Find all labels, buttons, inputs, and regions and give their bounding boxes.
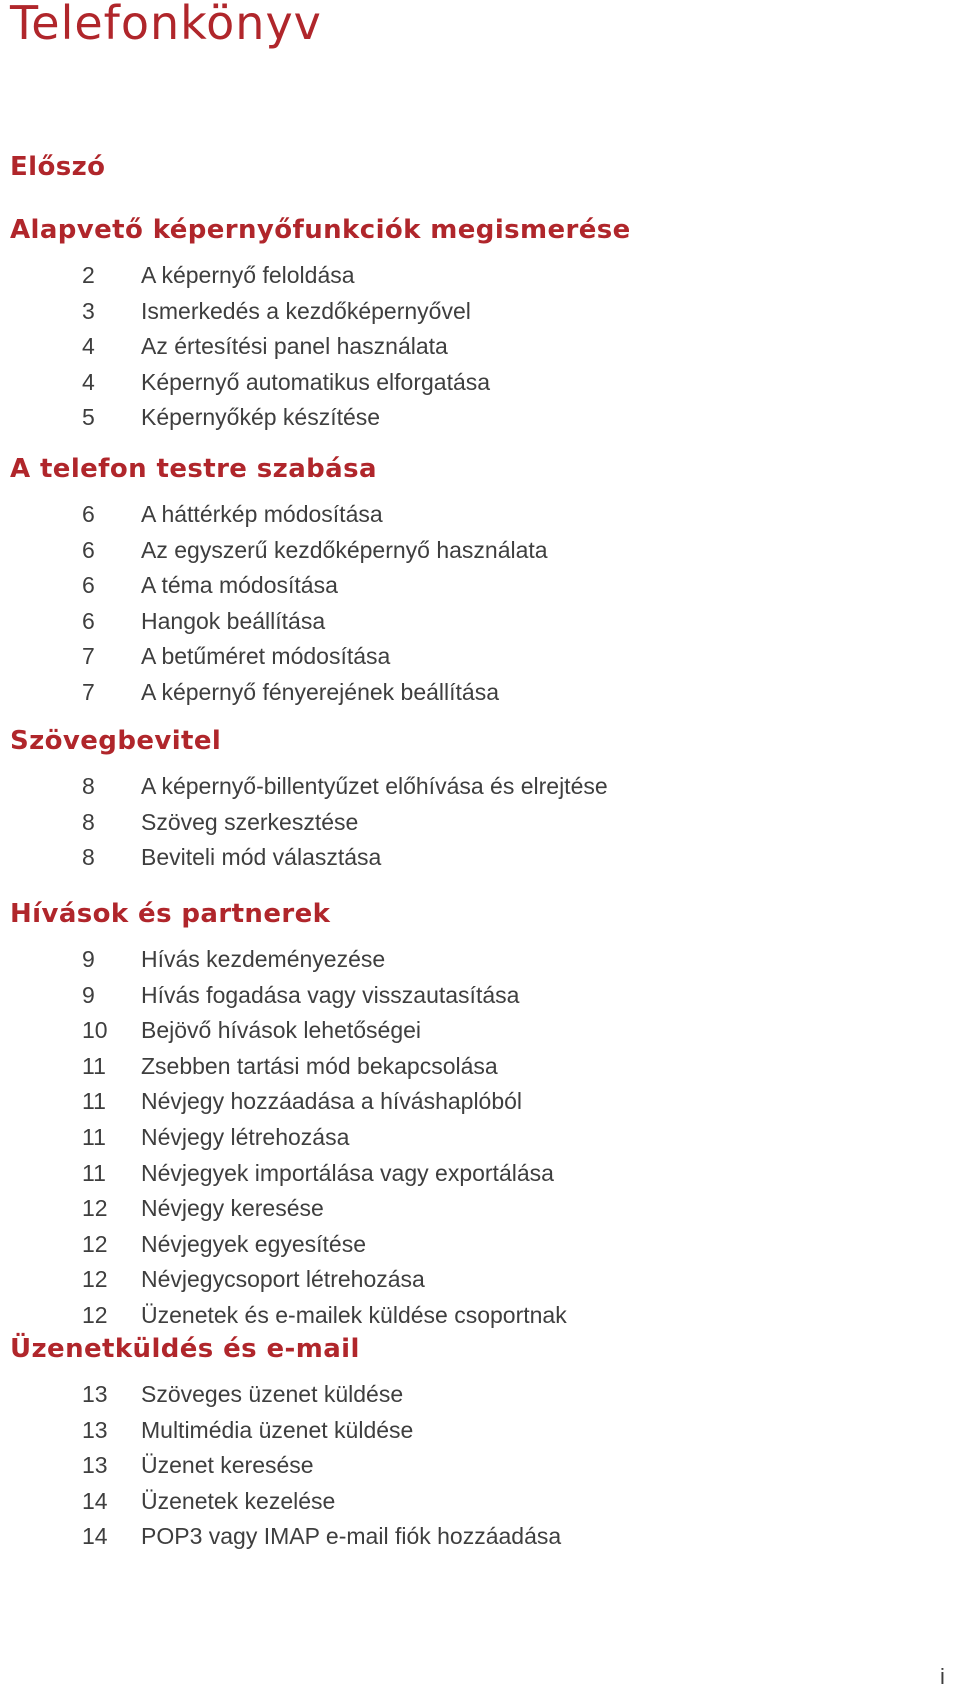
- toc-entry-page: 7: [82, 643, 95, 669]
- toc-entry-title: Képernyőkép készítése: [141, 404, 381, 430]
- toc-entry-title: Hívás kezdeményezése: [141, 946, 386, 972]
- toc-entry-page: 8: [82, 809, 95, 835]
- toc-entry-page: 12: [82, 1195, 108, 1221]
- toc-entry-page: 3: [82, 298, 95, 324]
- toc-entry-title: A képernyő-billentyűzet előhívása és elrejtése: [141, 773, 608, 799]
- toc-entry-title: Bejövő hívások lehetőségei: [141, 1017, 422, 1043]
- toc-entry-title: Zsebben tartási mód bekapcsolása: [141, 1053, 498, 1079]
- toc-entry[interactable]: [0, 840, 940, 874]
- toc-entry[interactable]: [0, 769, 940, 803]
- toc-entry-page: 8: [82, 844, 95, 870]
- section-heading: Üzenetküldés és e-mail: [10, 1334, 360, 1364]
- toc-entry[interactable]: [0, 942, 940, 976]
- toc-entry-title: A háttérkép módosítása: [141, 501, 383, 527]
- toc-entry-page: 14: [82, 1488, 108, 1514]
- toc-entry-page: 6: [82, 608, 95, 634]
- toc-entry[interactable]: [0, 805, 940, 839]
- toc-entry-title: Az értesítési panel használata: [141, 333, 448, 359]
- toc-entry-title: Beviteli mód választása: [141, 844, 382, 870]
- toc-entry-page: 14: [82, 1523, 108, 1549]
- toc-entry[interactable]: [0, 1084, 940, 1118]
- toc-entry-page: 2: [82, 262, 95, 288]
- toc-entry-page: 9: [82, 982, 95, 1008]
- toc-entry-title: A betűméret módosítása: [141, 643, 391, 669]
- toc-entry-page: 11: [82, 1124, 106, 1150]
- toc-entry[interactable]: [0, 329, 940, 363]
- toc-entry[interactable]: [0, 639, 940, 673]
- toc-entry-page: 12: [82, 1302, 108, 1328]
- toc-entry[interactable]: [0, 1262, 940, 1296]
- section-heading: Előszó: [10, 152, 106, 182]
- toc-entry-title: Szöveges üzenet küldése: [141, 1381, 404, 1407]
- toc-entry-title: Multimédia üzenet küldése: [141, 1417, 414, 1443]
- toc-entry-title: Ismerkedés a kezdőképernyővel: [141, 298, 471, 324]
- toc-entry-page: 6: [82, 501, 95, 527]
- section-heading: A telefon testre szabása: [10, 454, 377, 484]
- toc-entry[interactable]: [0, 1227, 940, 1261]
- page-number: i: [940, 1664, 945, 1689]
- toc-entry-title: Névjegycsoport létrehozása: [141, 1266, 425, 1292]
- section-heading: Szövegbevitel: [10, 726, 222, 756]
- toc-entry-page: 11: [82, 1088, 106, 1114]
- toc-entry-title: Képernyő automatikus elforgatása: [141, 369, 491, 395]
- toc-entry[interactable]: [0, 1191, 940, 1225]
- toc-entry[interactable]: [0, 1049, 940, 1083]
- toc-entry-page: 6: [82, 572, 95, 598]
- toc-entry[interactable]: [0, 1377, 940, 1411]
- toc-entry[interactable]: [0, 365, 940, 399]
- toc-entry-title: Névjegy keresése: [141, 1195, 324, 1221]
- toc-entry[interactable]: [0, 533, 940, 567]
- toc-entry[interactable]: [0, 497, 940, 531]
- section-heading: Hívások és partnerek: [10, 899, 331, 929]
- toc-entry-title: Üzenet keresése: [141, 1452, 314, 1478]
- toc-entry-title: Névjegy hozzáadása a híváshaplóból: [141, 1088, 523, 1114]
- toc-entry-page: 11: [82, 1053, 106, 1079]
- toc-entry[interactable]: [0, 400, 940, 434]
- toc-entry-title: Névjegyek importálása vagy exportálása: [141, 1160, 554, 1186]
- toc-entry-title: Hívás fogadása vagy visszautasítása: [141, 982, 520, 1008]
- toc-entry[interactable]: [0, 258, 940, 292]
- toc-entry[interactable]: [0, 294, 940, 328]
- toc-entry-page: 4: [82, 333, 95, 359]
- toc-entry-title: Szöveg szerkesztése: [141, 809, 359, 835]
- toc-entry-page: 13: [82, 1417, 108, 1443]
- toc-entry-title: Üzenetek kezelése: [141, 1488, 336, 1514]
- toc-entry[interactable]: [0, 1298, 940, 1332]
- toc-entry-title: POP3 vagy IMAP e-mail fiók hozzáadása: [141, 1523, 562, 1549]
- page-title: Telefonkönyv: [10, 0, 322, 50]
- toc-entry[interactable]: [0, 1413, 940, 1447]
- toc-entry-page: 12: [82, 1266, 108, 1292]
- toc-entry-page: 11: [82, 1160, 106, 1186]
- toc-entry-title: Névjegy létrehozása: [141, 1124, 350, 1150]
- toc-entry[interactable]: [0, 604, 940, 638]
- toc-entry-page: 4: [82, 369, 95, 395]
- toc-entry-title: Üzenetek és e-mailek küldése csoportnak: [141, 1302, 567, 1328]
- toc-entry-title: Hangok beállítása: [141, 608, 326, 634]
- toc-entry-page: 6: [82, 537, 95, 563]
- toc-entry-page: 10: [82, 1017, 108, 1043]
- toc-entry-title: A téma módosítása: [141, 572, 338, 598]
- toc-entry-page: 9: [82, 946, 95, 972]
- toc-entry[interactable]: [0, 568, 940, 602]
- toc-entry[interactable]: [0, 1484, 940, 1518]
- toc-entry[interactable]: [0, 1120, 940, 1154]
- toc-entry-title: Az egyszerű kezdőképernyő használata: [141, 537, 548, 563]
- toc-entry-page: 7: [82, 679, 95, 705]
- toc-entry[interactable]: [0, 1519, 940, 1553]
- toc-entry-title: A képernyő feloldása: [141, 262, 355, 288]
- toc-entry-page: 8: [82, 773, 95, 799]
- toc-entry-page: 13: [82, 1381, 108, 1407]
- toc-entry[interactable]: [0, 978, 940, 1012]
- toc-entry-title: A képernyő fényerejének beállítása: [141, 679, 500, 705]
- toc-entry-page: 12: [82, 1231, 108, 1257]
- toc-entry[interactable]: [0, 1156, 940, 1190]
- toc-entry[interactable]: [0, 1448, 940, 1482]
- toc-entry-page: 13: [82, 1452, 108, 1478]
- toc-entry[interactable]: [0, 1013, 940, 1047]
- toc-entry[interactable]: [0, 675, 940, 709]
- toc-entry-page: 5: [82, 404, 95, 430]
- section-heading: Alapvető képernyőfunkciók megismerése: [10, 215, 631, 245]
- toc-entry-title: Névjegyek egyesítése: [141, 1231, 367, 1257]
